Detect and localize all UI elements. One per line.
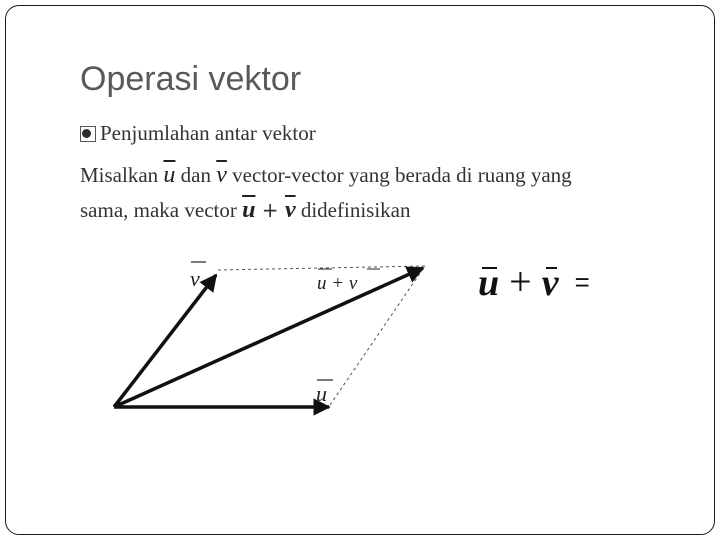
label-sum: u + v bbox=[317, 273, 358, 294]
line2-text-after: didefinisikan bbox=[295, 198, 411, 222]
line2-text-before: sama, maka vector bbox=[80, 198, 243, 222]
equation-u: u bbox=[478, 262, 500, 304]
equation-plus: + bbox=[509, 259, 532, 304]
label-v: v bbox=[190, 266, 200, 291]
equation-v: v bbox=[541, 262, 559, 304]
sum-plus-symbol: + bbox=[255, 198, 285, 222]
bullet-text: Penjumlahan antar vektor bbox=[100, 121, 316, 145]
equation-equals: = bbox=[574, 267, 590, 297]
sum-equation bbox=[478, 258, 590, 305]
slide-title: Operasi vektor bbox=[80, 60, 302, 98]
label-u: u bbox=[316, 381, 327, 406]
line1-text-before: Misalkan bbox=[80, 163, 164, 187]
vector-v-symbol: $\overline{v}$ bbox=[216, 162, 227, 188]
line1-text-middle: dan bbox=[175, 163, 217, 187]
vector-u-symbol: $\overline{u}$ bbox=[163, 162, 176, 188]
sum-u-symbol: $\overline{u}$ bbox=[242, 197, 256, 223]
sum-v-symbol: $\overline{v}$ bbox=[284, 197, 296, 223]
resultant-vector-arrow bbox=[114, 268, 423, 407]
line1-text-after: vector-vector yang berada di ruang yang bbox=[226, 163, 572, 187]
vector-v-arrow bbox=[114, 275, 216, 407]
